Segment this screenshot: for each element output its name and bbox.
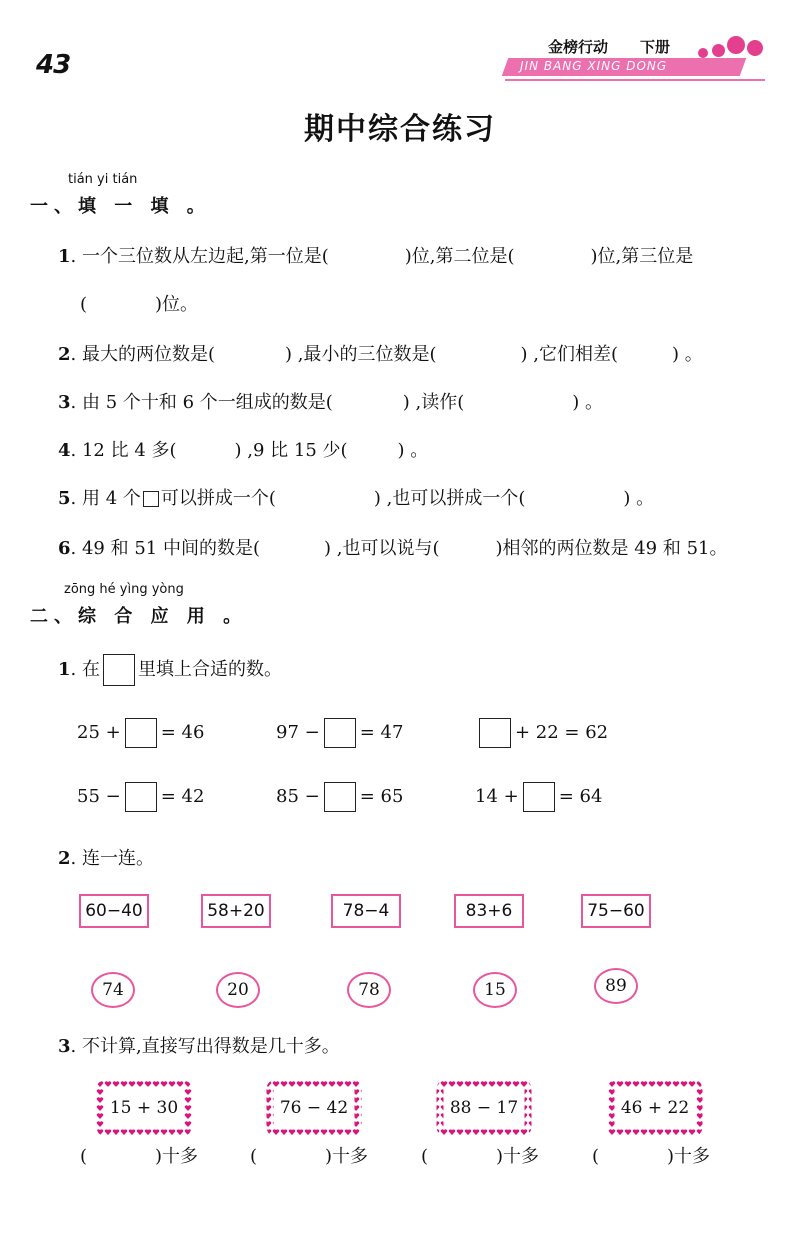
answer-line: ( )十多 [592,1146,711,1167]
question-1-4: 4. 12 比 4 多( ) ,9 比 15 少( ) 。 [58,440,429,461]
question-1-1-line2: ( )位。 [80,294,199,315]
equation: 55 − = 42 [77,782,204,812]
equation: + 22 = 62 [475,718,608,748]
result-circle[interactable]: 74 [91,972,135,1008]
question-1-6: 6. 49 和 51 中间的数是( ) ,也可以说与( )相邻的两位数是 49 和 51。 [58,538,728,559]
result-circle[interactable]: 89 [594,968,638,1004]
answer-line: ( )十多 [421,1146,540,1167]
expression-box[interactable]: 75−60 [581,894,651,928]
equation: 14 + = 64 [475,782,602,812]
section1-pinyin: tián yi tián [68,172,138,187]
result-circle[interactable]: 20 [216,972,260,1008]
equation: 97 − = 47 [276,718,403,748]
question-1-5: 5. 用 4 个 可以拼成一个( ) ,也可以拼成一个( ) 。 [58,488,655,509]
question-1-3: 3. 由 5 个十和 6 个一组成的数是( ) ,读作( ) 。 [58,392,604,413]
question-2-3: 3. 不计算,直接写出得数是几十多。 [58,1036,340,1057]
equation: 85 − = 65 [276,782,403,812]
section1-heading: 一、填 一 填 。 [30,196,211,217]
expression-text: 76 − 42 [279,1098,349,1118]
expression-box[interactable]: 60−40 [79,894,149,928]
brand-pinyin: JIN BANG XING DONG [520,59,668,73]
answer-line: ( )十多 [80,1146,199,1167]
page-number: 43 [36,50,71,80]
expression-box[interactable]: 78−4 [331,894,401,928]
expression-box[interactable]: 83+6 [454,894,524,928]
section2-heading: 二、综 合 应 用 。 [30,606,248,627]
expression-text: 46 + 22 [620,1098,690,1118]
result-circle[interactable]: 78 [347,972,391,1008]
page-title: 期中综合练习 [304,112,496,147]
expression-text: 88 − 17 [449,1098,519,1118]
answer-line: ( )十多 [250,1146,369,1167]
question-2-1: 1. 在 里填上合适的数。 [58,654,282,686]
question-number: 1 [58,246,71,267]
section2-pinyin: zōng hé yìng yòng [64,582,184,597]
brand-volume: 下册 [640,38,671,56]
question-1-2: 2. 最大的两位数是( ) ,最小的三位数是( ) ,它们相差( ) 。 [58,344,703,365]
equation: 25 + = 46 [77,718,204,748]
question-2-2: 2. 连一连。 [58,848,154,869]
result-circle[interactable]: 15 [473,972,517,1008]
expression-box[interactable]: 58+20 [201,894,271,928]
expression-text: 15 + 30 [109,1098,179,1118]
question-1-1: 1. 一个三位数从左边起,第一位是( )位,第二位是( )位,第三位是 [58,246,694,267]
brand-name: 金榜行动 [548,38,609,56]
